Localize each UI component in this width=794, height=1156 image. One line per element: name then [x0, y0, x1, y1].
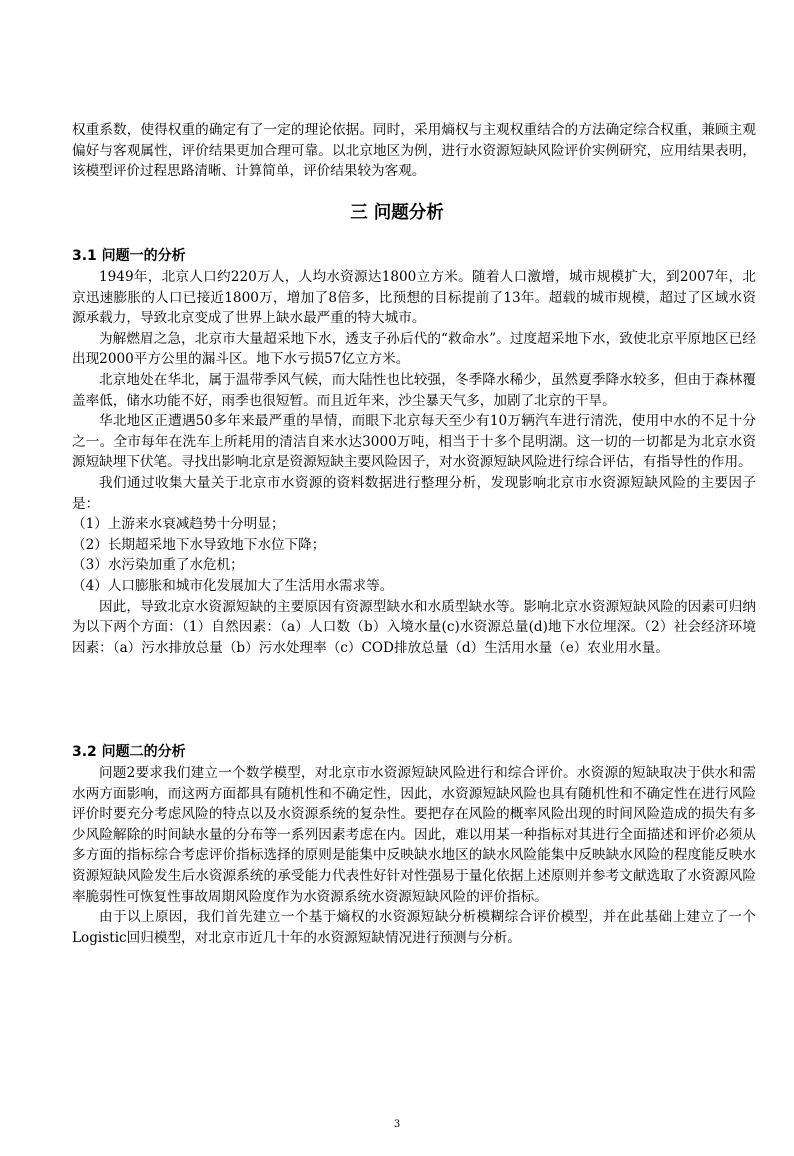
- intro-block: [72, 120, 756, 182]
- subsection-3-1: [72, 246, 756, 658]
- paragraph: 因此，导致北京水资源短缺的主要原因有资源型缺水和水质型缺水等。影响北京水资源短缺风险的因素可归纳为以下两个方面：（1）自然因素：（a）人口数（b）入境水量(c)水资源总量(d)地下水位埋深。（2）社会经济环境因素：（a）污水排放总量（b）污水处理率（c）COD排放总量（d）生活用水量（e）农业用水量。: [72, 598, 756, 656]
- page-number: 3: [393, 1119, 401, 1130]
- paragraph: 1949年，北京人口约220万人，人均水资源达1800立方米。随着人口激增，城市规模扩大，到2007年，北京迅速膨胀的人口已接近1800万，增加了8倍多，比预想的目标提前了13年。超载的城市规模，超过了区域水资源承载力，导致北京变成了世界上缺水最严重的特大城市。: [72, 269, 756, 327]
- paragraph: 问题2要求我们建立一个数学模型，对北京市水资源短缺风险进行和综合评价。水资源的短缺取决于供水和需水两方面影响，而这两方面都具有随机性和不确定性，因此，水资源短缺风险也具有随机性和不确定性在进行风险评价时要充分考虑风险的特点以及水资源系统的复杂性。要把存在风险的概率风险出现的时间风险造成的损失有多少风险解除的时间缺水量的分布等一系列因素考虑在内。因此，难以用某一种指标对其进行全面描述和评价必须从多方面的指标综合考虑评价指标选择的原则是能集中反映缺水地区的缺水风险能集中反映缺水风险的程度能反映水资源短缺风险发生后水资源系统的承受能力代表性好针对性强易于量化依据上述原则并参考文献选取了水资源风险率脆弱性可恢复性事故周期风险度作为水资源系统水资源短缺风险的评价指标。: [72, 765, 756, 905]
- subsection-3-2: [72, 742, 756, 948]
- subsection-title: 3.2 问题二的分析: [72, 744, 186, 760]
- section-title: 三 问题分析: [350, 203, 444, 223]
- subsection-title: 3.1 问题一的分析: [72, 248, 186, 264]
- paragraph: 由于以上原因，我们首先建立一个基于熵权的水资源短缺分析模糊综合评价模型，并在此基础上建立了一个Logistic回归模型，对北京市近几十年的水资源短缺情况进行预测与分析。: [72, 909, 756, 946]
- list-item: （4）人口膨胀和城市化发展加大了生活用水需求等。: [72, 577, 394, 594]
- list-item: （2）长期超采地下水导致地下水位下降；: [72, 536, 326, 553]
- paragraph: 北京地处在华北，属于温带季风气候，而大陆性也比较强，冬季降水稀少，虽然夏季降水较多，但由于森林覆盖率低，储水功能不好，雨季也很短暂。而且近年来，沙尘暴天气多，加剧了北京的干旱。: [72, 371, 756, 409]
- list-item: （3）水污染加重了水危机；: [72, 557, 244, 574]
- paragraph: 华北地区正遭遇50多年来最严重的旱情，而眼下北京每天至少有10万辆汽车进行清洗，使用中水的不足十分之一。全市每年在洗车上所耗用的清洁自来水达3000万吨，相当于十多个昆明湖。这一切的一切都是为北京水资源短缺埋下伏笔。寻找出影响北京是资源短缺主要风险因子，对水资源短缺风险进行综合评估，有指导性的作用。: [72, 413, 756, 471]
- intro-paragraph: 权重系数，使得权重的确定有了一定的理论依据。同时，采用熵权与主观权重结合的方法确定综合权重，兼顾主观偏好与客观属性，评价结果更加合理可靠。以北京地区为例，进行水资源短缺风险评价实例研究，应用结果表明，该模型评价过程思路清晰、计算简单，评价结果较为客观。: [72, 122, 756, 180]
- list-item: （1）上游来水衰减趋势十分明显；: [72, 516, 285, 533]
- paragraph: 我们通过收集大量关于北京市水资源的资料数据进行整理分析，发现影响北京市水资源短缺风险的主要因子是：: [72, 474, 756, 512]
- paragraph: 为解燃眉之急，北京市大量超采地下水，透支子孙后代的“救命水”。过度超采地下水，致使北京平原地区已经出现2000平方公里的漏斗区。地下水亏损57亿立方米。: [72, 330, 756, 368]
